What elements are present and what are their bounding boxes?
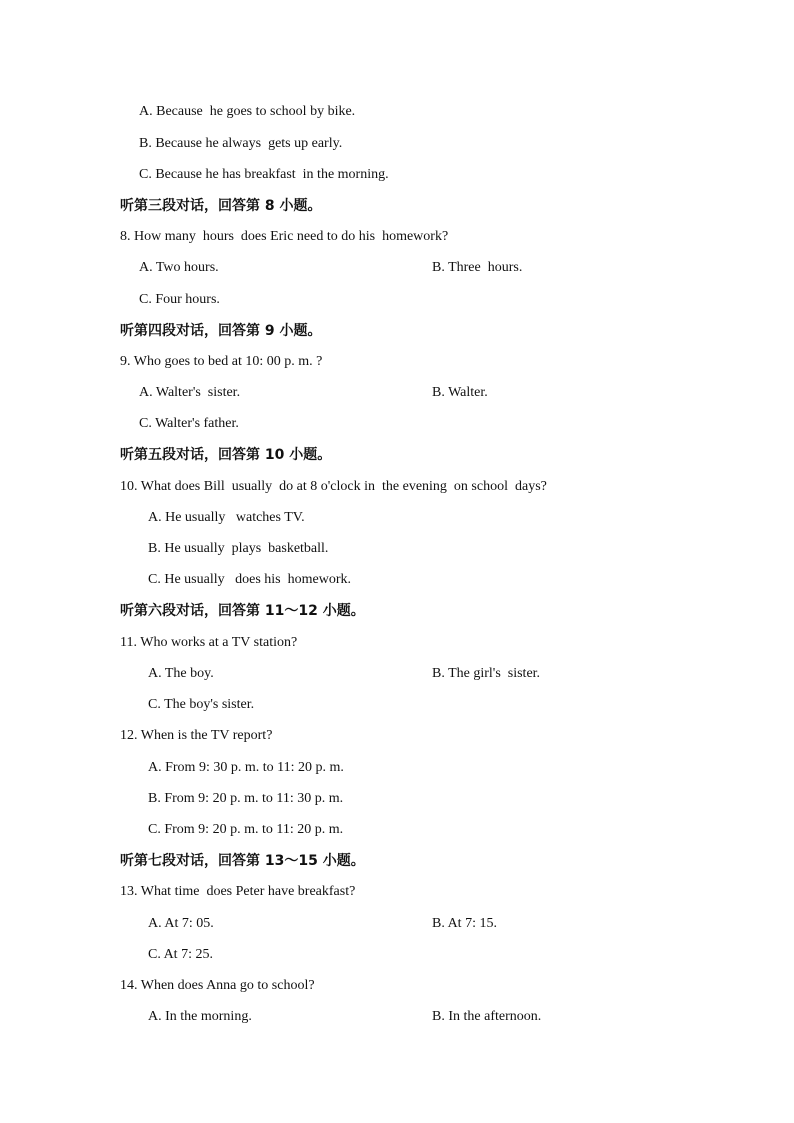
q7-option-c: C. Because he has breakfast in the morning. — [139, 167, 389, 182]
section-7-heading: 听第七段对话，回答第 13～15 小题。 — [120, 853, 365, 869]
q14-question: 14. When does Anna go to school? — [120, 978, 315, 993]
q10-option-b: B. He usually plays basketball. — [148, 541, 329, 556]
q11-option-a: A. The boy. — [148, 666, 214, 681]
q13-option-a: A. At 7: 05. — [148, 916, 214, 931]
q12-option-c: C. From 9: 20 p. m. to 11: 20 p. m. — [148, 822, 344, 837]
q14-option-b: B. In the afternoon. — [432, 1009, 542, 1024]
q13-question: 13. What time does Peter have breakfast? — [120, 884, 356, 899]
q13-option-b: B. At 7: 15. — [432, 916, 497, 931]
q8-question: 8. How many hours does Eric need to do his homework? — [120, 229, 449, 244]
q11-option-b: B. The girl's sister. — [432, 666, 541, 681]
q8-option-a: A. Two hours. — [139, 260, 219, 275]
q9-option-a: A. Walter's sister. — [139, 385, 241, 400]
q9-option-c: C. Walter's father. — [139, 416, 239, 431]
section-6-heading: 听第六段对话，回答第 11～12 小题。 — [120, 603, 365, 619]
q14-option-a: A. In the morning. — [148, 1009, 252, 1024]
q12-option-a: A. From 9: 30 p. m. to 11: 20 p. m. — [148, 760, 344, 775]
section-3-heading: 听第三段对话，回答第 8 小题。 — [120, 198, 322, 214]
q7-option-b: B. Because he always gets up early. — [139, 136, 343, 151]
q8-option-b: B. Three hours. — [432, 260, 523, 275]
q11-option-c: C. The boy's sister. — [148, 697, 255, 712]
section-5-heading: 听第五段对话，回答第 10 小题。 — [120, 447, 332, 463]
q12-question: 12. When is the TV report? — [120, 728, 273, 743]
q10-option-a: A. He usually watches TV. — [148, 510, 305, 525]
q9-question: 9. Who goes to bed at 10: 00 p. m. ? — [120, 354, 323, 369]
q8-option-c: C. Four hours. — [139, 292, 220, 307]
q11-question: 11. Who works at a TV station? — [120, 635, 298, 650]
section-4-heading: 听第四段对话，回答第 9 小题。 — [120, 323, 322, 339]
q10-option-c: C. He usually does his homework. — [148, 572, 351, 587]
q7-option-a: A. Because he goes to school by bike. — [139, 104, 356, 119]
q9-option-b: B. Walter. — [432, 385, 488, 400]
q12-option-b: B. From 9: 20 p. m. to 11: 30 p. m. — [148, 791, 344, 806]
q13-option-c: C. At 7: 25. — [148, 947, 213, 962]
q10-question: 10. What does Bill usually do at 8 o'clock in the evening on school days? — [120, 479, 547, 494]
